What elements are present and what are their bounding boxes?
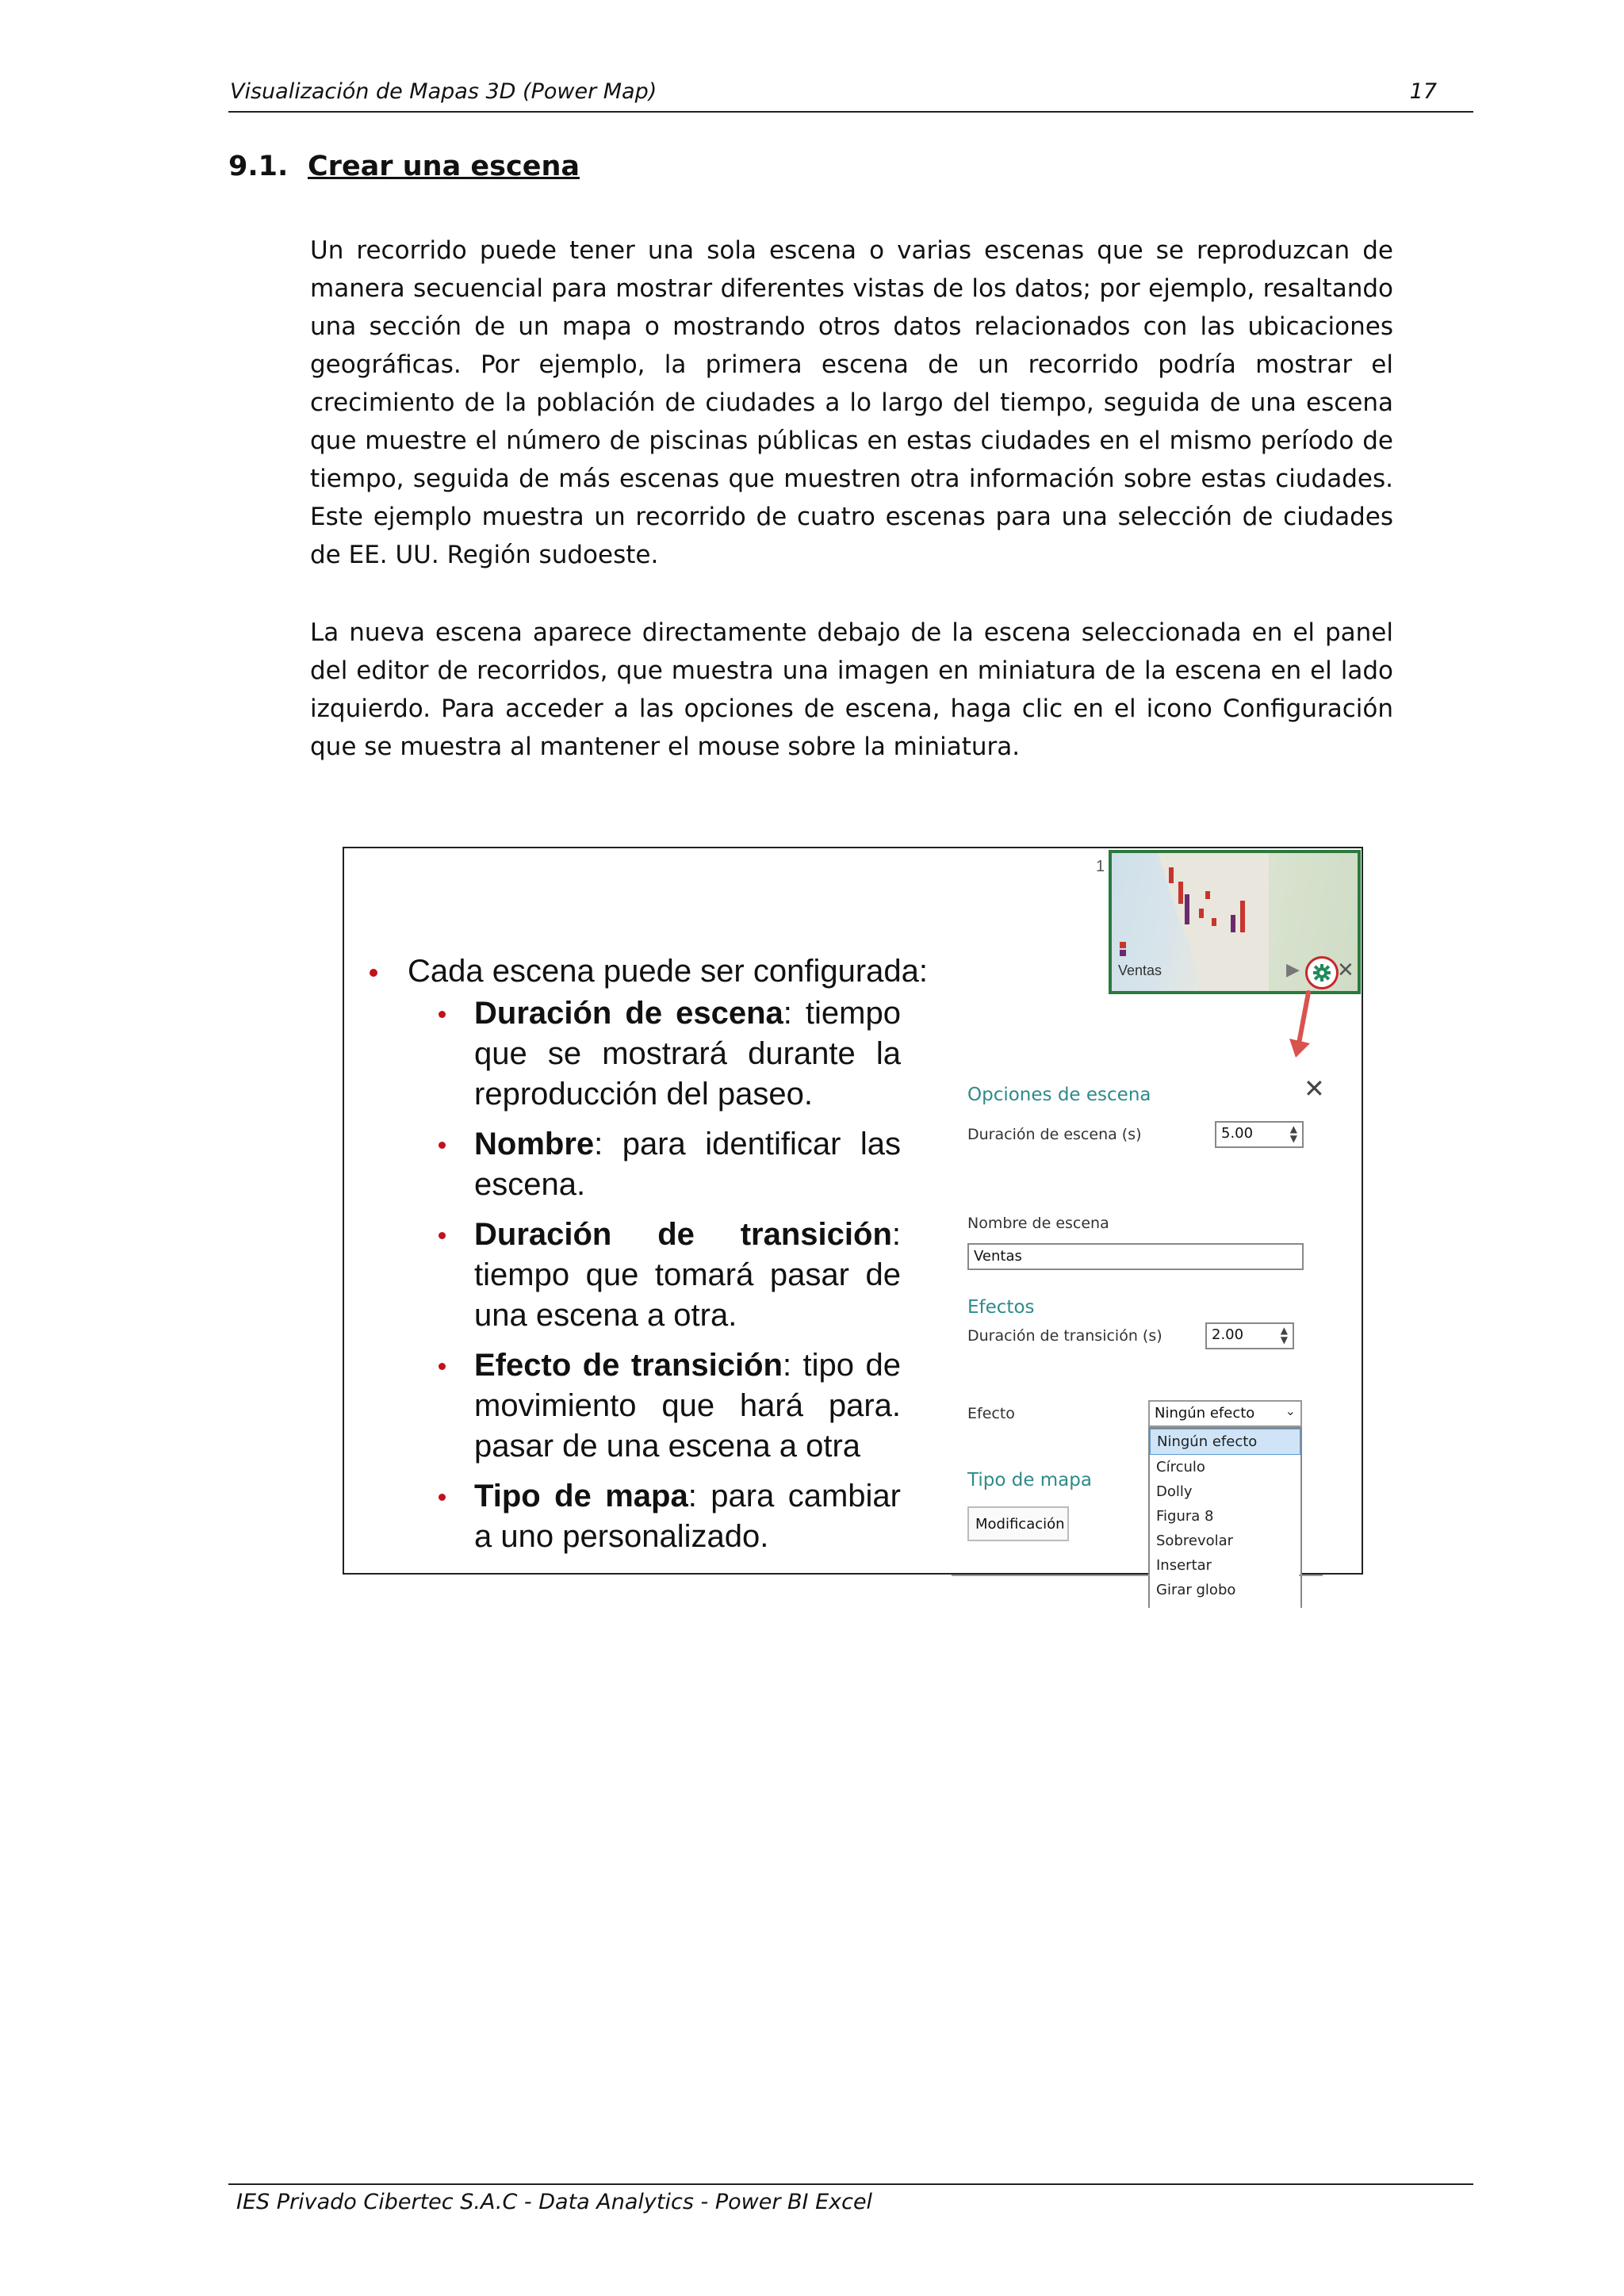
list-item	[363, 1215, 901, 1336]
effect-option[interactable]: Ningún efecto	[1150, 1429, 1300, 1455]
item-desc: : para cambiar a uno personalizado.	[474, 1479, 901, 1554]
sub-bullet-list	[363, 993, 958, 1557]
item-term: Duración de transición	[474, 1217, 892, 1252]
modify-map-button[interactable]	[967, 1506, 1069, 1541]
effects-heading: Efectos	[967, 1297, 1035, 1318]
close-icon[interactable]: ✕	[1337, 958, 1354, 982]
map-type-heading: Tipo de mapa	[967, 1470, 1092, 1490]
page-footer	[228, 2183, 1473, 2214]
footer-text: IES Privado Cibertec S.A.C - Data Analytics - Power BI Excel	[236, 2190, 873, 2214]
map-bar	[1212, 918, 1216, 926]
legend-swatch	[1120, 942, 1126, 948]
transition-duration-value: 2.00	[1212, 1326, 1244, 1343]
map-bar	[1178, 882, 1183, 904]
scene-name-value: Ventas	[974, 1248, 1022, 1265]
item-term: Duración de escena	[474, 996, 783, 1031]
main-bullet: Cada escena puede ser configurada:	[363, 951, 958, 992]
thumbnail-label: Ventas	[1118, 962, 1162, 978]
scene-duration-stepper[interactable]	[1215, 1121, 1304, 1148]
legend-swatch	[1120, 950, 1126, 956]
gear-icon[interactable]	[1305, 956, 1339, 989]
list-item	[363, 1124, 901, 1205]
item-term: Efecto de transición	[474, 1348, 783, 1383]
map-bar	[1185, 894, 1189, 924]
play-icon[interactable]: ▶	[1286, 959, 1300, 979]
item-term: Nombre	[474, 1127, 595, 1161]
item-desc: : tiempo que tomará pasar de una escena a otra.	[474, 1217, 901, 1333]
panel-title: Opciones de escena	[967, 1085, 1151, 1105]
panel-close-icon[interactable]: ✕	[1304, 1073, 1325, 1104]
effect-option[interactable]: Girar globo	[1156, 1582, 1236, 1598]
bullet-list	[363, 951, 958, 1567]
effect-options-list	[1148, 1427, 1302, 1608]
page-header	[228, 76, 1473, 113]
page-number: 17	[1409, 79, 1437, 104]
effect-option[interactable]: Figura 8	[1156, 1508, 1214, 1525]
stepper-arrows-icon[interactable]: ▲ ▼	[1289, 1123, 1297, 1144]
scene-duration-value: 5.00	[1221, 1125, 1254, 1142]
scene-name-label: Nombre de escena	[967, 1215, 1109, 1232]
effect-label: Efecto	[967, 1405, 1015, 1422]
list-item	[363, 1476, 901, 1557]
effect-selected: Ningún efecto	[1155, 1405, 1255, 1422]
scene-number: 1	[1096, 858, 1105, 875]
effect-option[interactable]: Sobrevolar	[1156, 1533, 1234, 1549]
section-title: Crear una escena	[308, 151, 580, 182]
scene-options-panel	[963, 1007, 1351, 1598]
item-desc: : para identificar las escena.	[474, 1127, 901, 1202]
effect-option[interactable]: Dolly	[1156, 1483, 1193, 1500]
effect-dropdown[interactable]	[1148, 1400, 1302, 1427]
item-desc: : tiempo que se mostrará durante la reproducción del paseo.	[474, 996, 901, 1112]
item-desc: : tipo de movimiento que hará para. pasar de una escena a otra	[474, 1348, 901, 1464]
stepper-arrows-icon[interactable]: ▲ ▼	[1280, 1325, 1288, 1345]
modify-button-label: Modificación	[975, 1516, 1065, 1533]
divider	[1299, 1575, 1323, 1576]
scene-name-input[interactable]	[967, 1243, 1304, 1270]
map-bar	[1231, 915, 1235, 932]
item-term: Tipo de mapa	[474, 1479, 688, 1513]
header-title: Visualización de Mapas 3D (Power Map)	[230, 79, 657, 104]
list-item	[363, 1345, 901, 1467]
map-bar	[1240, 901, 1245, 932]
transition-duration-label: Duración de transición (s)	[967, 1327, 1162, 1345]
list-item	[363, 993, 901, 1115]
scene-duration-label: Duración de escena (s)	[967, 1126, 1142, 1143]
map-bar	[1199, 909, 1204, 918]
effect-option[interactable]: Círculo	[1156, 1459, 1205, 1475]
divider	[952, 1575, 1150, 1576]
paragraph-1: Un recorrido puede tener una sola escena o varias escenas que se reproduzcan de manera secuencial para mostrar diferentes vistas de los datos; por ejemplo, resaltando una sección de un mapa o mostrando otros datos relacionados con las ubicaciones geográficas. Por ejemplo, la primera escena de un recorrido podría mostrar el crecimiento de la población de ciudades a lo largo del tiempo, seguida de una escena que muestre el número de piscinas públicas en estas ciudades en el mismo período de tiempo, seguida de más escenas que muestren otra información sobre estas ciudades. Este ejemplo muestra un recorrido de cuatro escenas para una selección de ciudades de EE. UU. Región sudoeste.	[310, 236, 1393, 569]
chevron-down-icon[interactable]: ⌄	[1285, 1403, 1296, 1418]
scene-options-figure	[343, 847, 1363, 1598]
paragraph-2: La nueva escena aparece directamente debajo de la escena seleccionada en el panel del editor de recorridos, que muestra una imagen en miniatura de la escena en el lado izquierdo. Para acceder a las opciones de escena, haga clic en el icono Configuración que se muestra al mantener el mouse sobre la miniatura.	[310, 618, 1393, 761]
transition-duration-stepper[interactable]	[1205, 1322, 1294, 1349]
effect-option[interactable]: Insertar	[1156, 1557, 1212, 1574]
section-number: 9.1.	[228, 151, 289, 182]
section-heading	[228, 151, 580, 182]
map-bar	[1169, 867, 1174, 883]
map-bar	[1205, 891, 1210, 899]
gear-glyph	[1312, 962, 1332, 983]
